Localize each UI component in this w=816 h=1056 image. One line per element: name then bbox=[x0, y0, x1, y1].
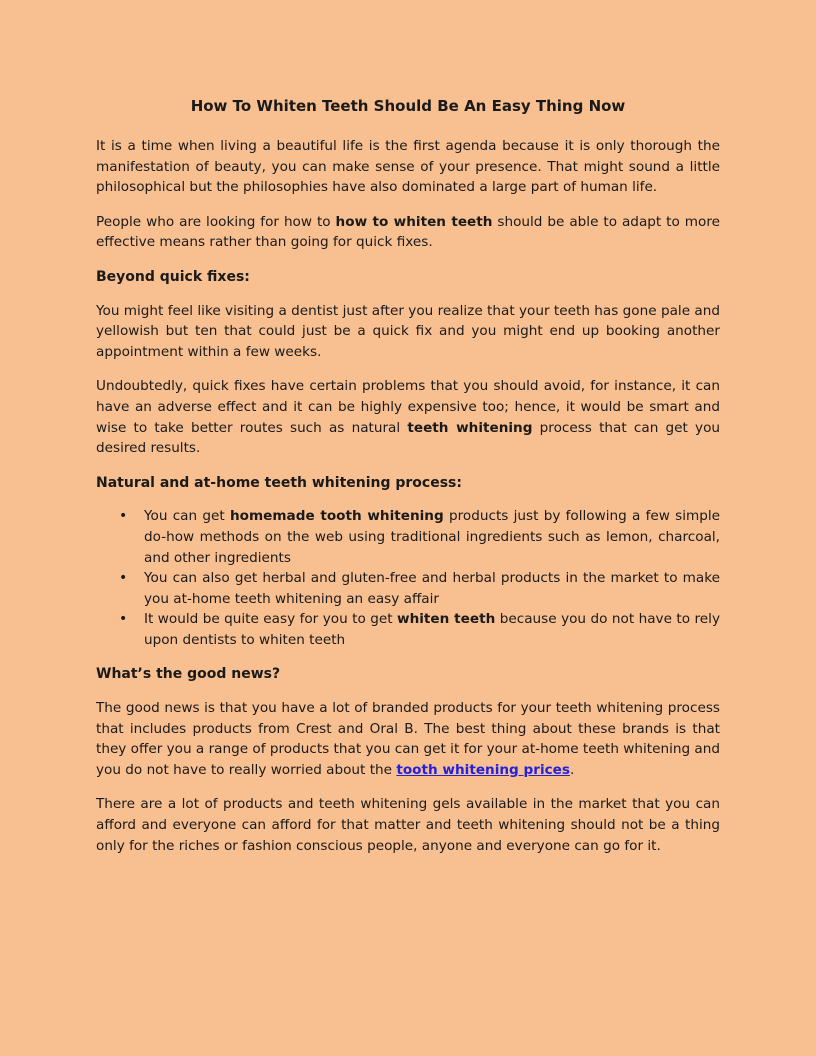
paragraph bbox=[96, 136, 720, 198]
section-heading: Natural and at-home teeth whitening process: bbox=[96, 474, 462, 491]
list-item bbox=[96, 609, 720, 650]
bullet-list bbox=[96, 506, 720, 650]
text-run: The good news is that you have a lot of branded products for your teeth whitening process that includes products from Crest and Oral B. The best thing about these brands is that they offer you a range of products that you can get it for your at-home teeth whitening and you do not have to really worried about the bbox=[96, 700, 720, 778]
text-run: should be able to adapt to more effective means rather than going for quick fixes. bbox=[96, 213, 720, 251]
text-run: Undoubtedly, quick fixes have certain problems that you should avoid, for instance, it can have an adverse effect and it can be highly expensive too; hence, it would be smart and wise to take better routes such as natural bbox=[96, 378, 720, 436]
paragraph bbox=[96, 212, 720, 253]
tooth-whitening-prices-link[interactable]: tooth whitening prices bbox=[396, 761, 570, 778]
section-heading: Beyond quick fixes: bbox=[96, 268, 250, 285]
bold-text-run: how to whiten teeth bbox=[335, 213, 493, 230]
text-run: It would be quite easy for you to get bbox=[144, 611, 398, 628]
paragraph bbox=[96, 301, 720, 363]
text-run: It is a time when living a beautiful life is the first agenda because it is only thorough the manifestation of beauty, you can make sense of your presence. That might sound a little philosophical but the philosophies have also dominated a large part of human life. bbox=[96, 138, 720, 196]
paragraph bbox=[96, 698, 720, 780]
paragraph bbox=[96, 376, 720, 458]
bold-text-run: teeth whitening bbox=[407, 419, 533, 436]
text-run: You might feel like visiting a dentist just after you realize that your teeth has gone pale and yellowish but ten that could just be a quick fix and you might end up booking another appointment within a few weeks. bbox=[96, 302, 720, 360]
text-run: . bbox=[569, 761, 575, 778]
text-run: People who are looking for how to bbox=[96, 213, 336, 230]
paragraph bbox=[96, 794, 720, 856]
list-item bbox=[96, 568, 720, 609]
bold-text-run: homemade tooth whitening bbox=[229, 508, 444, 525]
text-run: You can also get herbal and gluten-free and herbal products in the market to make you at-home teeth whitening an easy affair bbox=[144, 570, 720, 607]
bold-text-run: whiten teeth bbox=[397, 611, 496, 628]
text-run: There are a lot of products and teeth whitening gels available in the market that you can afford and everyone can afford for that matter and teeth whitening should not be a thing only for the riches or fashion conscious people, anyone and everyone can go for it. bbox=[96, 796, 720, 854]
list-item bbox=[96, 506, 720, 568]
section-heading: What’s the good news? bbox=[96, 666, 281, 683]
text-run: products just by following a few simple do-how methods on the web using traditional ingredients such as lemon, charcoal, and other ingredients bbox=[144, 508, 721, 566]
text-run: You can get bbox=[144, 508, 230, 525]
text-run: because you do not have to rely upon dentists to whiten teeth bbox=[144, 611, 720, 648]
text-run: process that can get you desired results. bbox=[96, 419, 720, 457]
document-title: How To Whiten Teeth Should Be An Easy Thing Now bbox=[190, 97, 626, 115]
